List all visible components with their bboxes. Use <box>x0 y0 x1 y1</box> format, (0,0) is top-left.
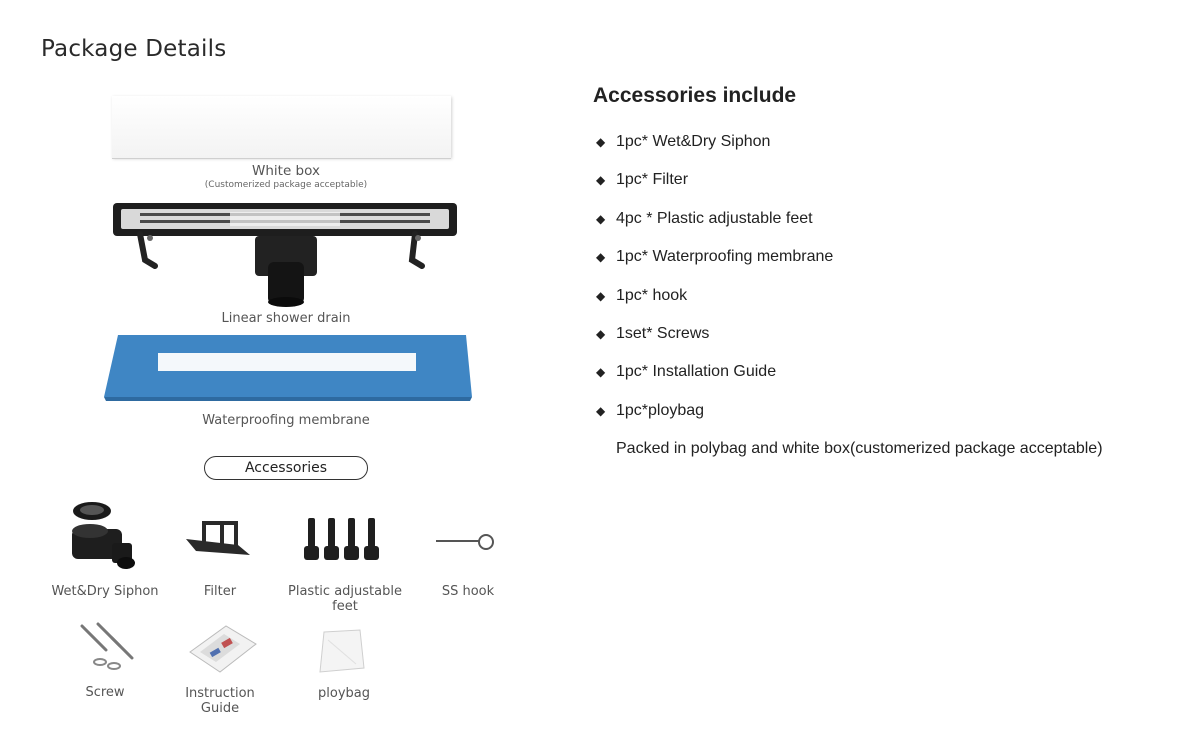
filter-caption: Filter <box>203 584 237 599</box>
diamond-bullet-icon: ◆ <box>596 403 606 418</box>
screw-image <box>76 618 138 672</box>
white-box-caption: White box <box>252 163 320 179</box>
adjustable-feet-caption-line1: Plastic adjustable <box>288 584 402 599</box>
list-item: ◆ 1pc* Filter <box>596 169 833 207</box>
diamond-bullet-icon: ◆ <box>596 135 606 149</box>
shower-drain-caption: Linear shower drain <box>221 311 351 326</box>
diamond-bullet-icon: ◆ <box>596 365 606 380</box>
list-item: ◆ 1pc* Waterproofing membrane <box>596 246 833 284</box>
diamond-bullet-icon: ◆ <box>596 326 606 341</box>
instruction-guide-caption-line1: Instruction <box>185 686 255 701</box>
list-item: ◆ 4pc * Plastic adjustable feet <box>596 208 833 246</box>
filter-image <box>184 515 254 561</box>
packed-note: Packed in polybag and white box(customerized package acceptable) <box>616 440 1103 457</box>
diamond-bullet-icon: ◆ <box>596 173 606 188</box>
list-item: ◆ 1pc* Wet&Dry Siphon <box>596 131 833 169</box>
list-item: ◆ 1pc* Installation Guide <box>596 361 833 399</box>
adjustable-feet-caption-line2: feet <box>332 599 358 614</box>
list-item: ◆ 1pc*ploybag <box>596 400 833 438</box>
instruction-guide-caption-line2: Guide <box>200 701 240 716</box>
membrane-caption: Waterproofing membrane <box>202 413 370 428</box>
page-title: Package Details <box>41 36 227 62</box>
white-box-image <box>112 96 451 158</box>
diamond-bullet-icon: ◆ <box>596 211 606 226</box>
shower-drain-image <box>110 200 460 308</box>
siphon-caption: Wet&Dry Siphon <box>51 584 159 599</box>
instruction-guide-image <box>186 622 258 674</box>
diamond-bullet-icon: ◆ <box>596 288 606 303</box>
adjustable-feet-image <box>302 512 384 566</box>
membrane-image <box>104 335 472 401</box>
hook-image <box>434 530 498 554</box>
siphon-image <box>66 497 142 577</box>
list-item: ◆ 1set* Screws <box>596 323 833 361</box>
accessories-list <box>596 131 833 438</box>
polybag-image <box>318 628 366 674</box>
list-item: ◆ 1pc* hook <box>596 285 833 323</box>
hook-caption: SS hook <box>441 584 495 599</box>
screw-caption: Screw <box>85 685 125 700</box>
white-box-subcaption: (Customerized package acceptable) <box>204 180 368 190</box>
accessories-include-heading: Accessories include <box>593 84 797 107</box>
polybag-caption: ploybag <box>318 686 370 701</box>
diamond-bullet-icon: ◆ <box>596 250 606 265</box>
accessories-label: Accessories <box>204 456 368 480</box>
